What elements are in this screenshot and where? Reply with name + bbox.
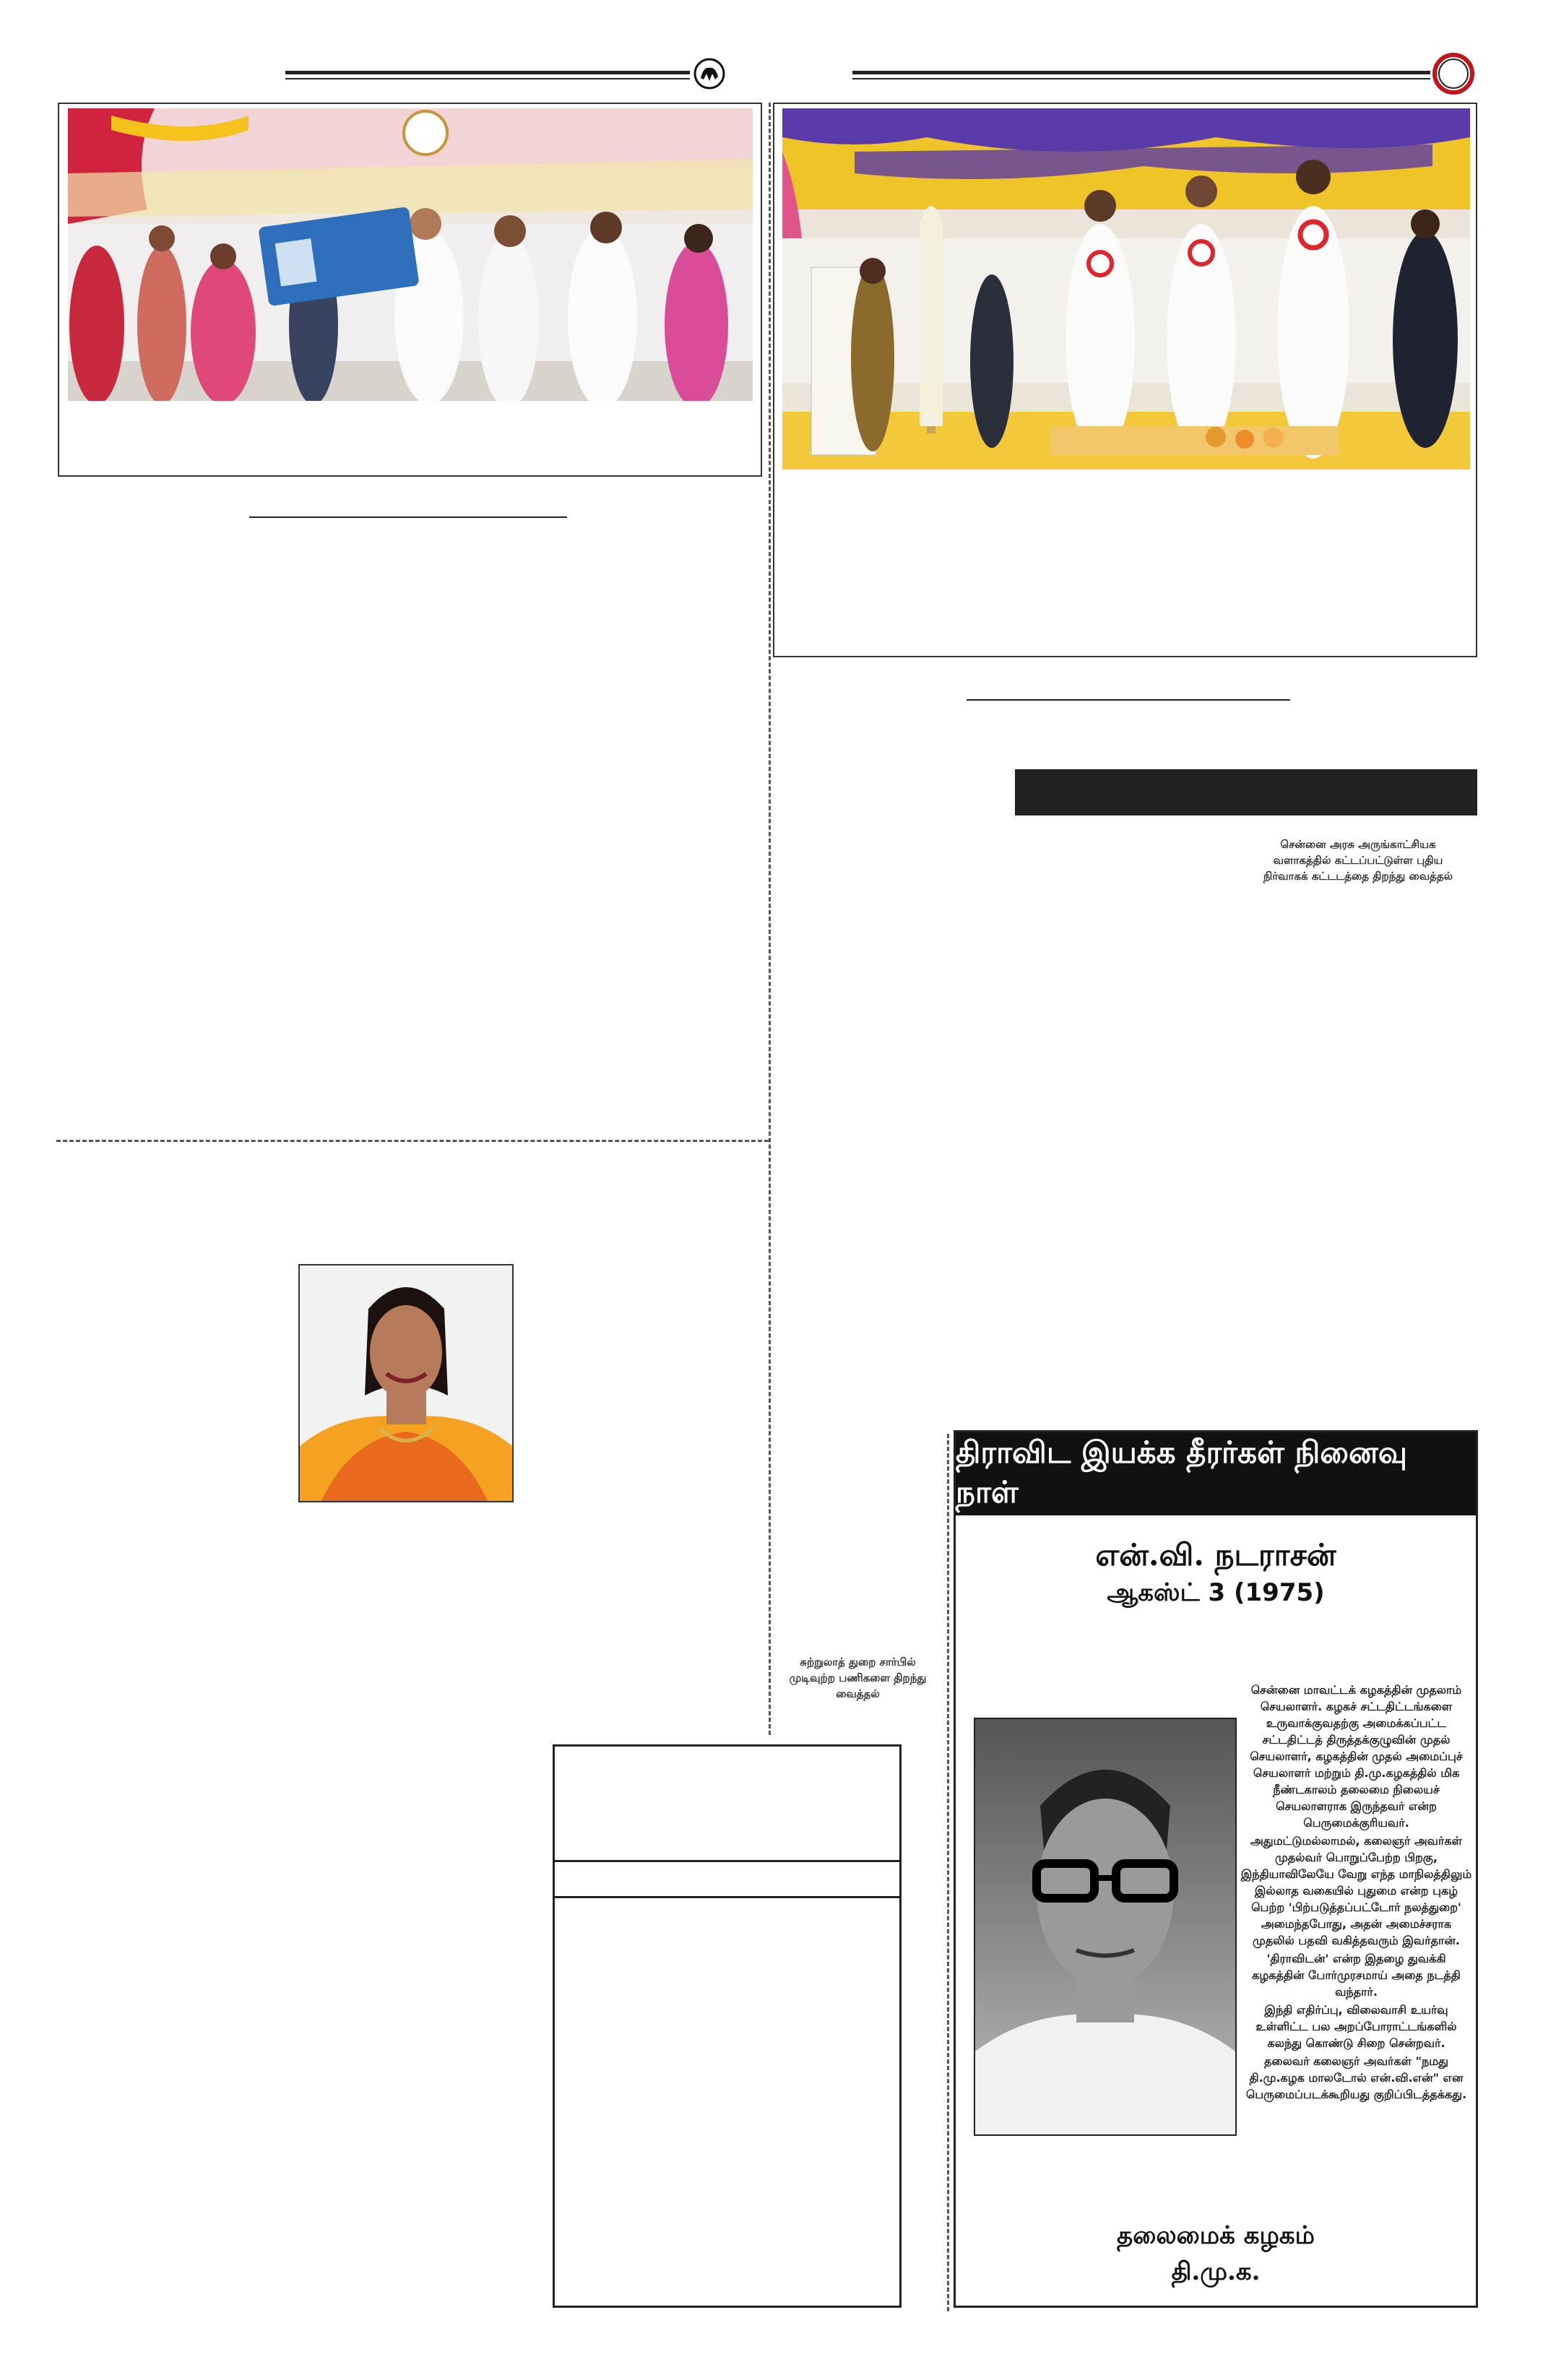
left-story-separator [249, 516, 567, 518]
left-section-divider [56, 1140, 769, 1142]
dmk-sun-logo-icon [693, 58, 725, 90]
tribute-footer-line1: தலைமைக் கழகம் [1117, 2221, 1315, 2250]
center-column-divider [769, 103, 771, 1735]
right-story-separator [967, 699, 1290, 701]
tribute-bio-paragraph: 'திராவிடன்' என்ற இதழை துவக்கி கழகத்தின் போர்முரசமாய் அதை நடத்தி வந்தார். [1252, 1952, 1461, 1999]
tribute-column-divider [947, 1434, 949, 2311]
black-headline-bar [1015, 769, 1477, 815]
natarasan-portrait-photo [974, 1718, 1237, 2136]
tribute-bio-paragraph: அதுமட்டுமல்லாமல், கலைஞர் அவர்கள் முதல்வர் பொறுப்பேற்ற பிறகு, இந்தியாவிலேயே வேறு எந்த மாநிலத்திலும் இல்லாத வகையில் புதுமை என்ற புகழ் பெற்ற 'பிற்படுத்தப்பட்டோர் நலத்துறை' அமைந்தபோது, அதன் அமைச்சராக முதலில் பதவி வகித்தவரும் இவர்தான். [1240, 1834, 1472, 1947]
red-circle-icon [1432, 52, 1475, 95]
ad-box [553, 1744, 902, 2308]
tribute-bio-paragraph: தலைவர் கலைஞர் அவர்கள் "நமது தி.மு.கழக மாலடோல் என்.வி.என்" என பெருமைப்படக்கூறியது குறிப்பிடத்தக்கது. [1245, 2054, 1467, 2101]
tribute-banner [956, 1432, 1476, 1515]
tribute-footer-line2: தி.மு.க. [1171, 2257, 1261, 2286]
tribute-banner-text: திராவிட இயக்க தீரர்கள் நினைவு நாள் [956, 1434, 1407, 1510]
tribute-bio [1239, 1682, 1474, 2103]
tribute-name: என்.வி. நடராசன் [1095, 1537, 1336, 1572]
caption-tourism-works: சுற்றுலாத் துறை சார்பில் முடிவுற்ற பணிகளை திறந்து வைத்தல் [789, 1656, 927, 1700]
header-rule-left-thin [285, 78, 690, 79]
woman-portrait-photo [300, 1265, 512, 1501]
caption-office-opening: சென்னை அரசு அருங்காட்சியக வளாகத்தில் கட்டப்பட்டுள்ள புதிய நிர்வாகக் கட்டடத்தை திறந்து வைத்தல் [1263, 838, 1453, 883]
header-rule-left [285, 71, 690, 74]
header-rule-right [852, 71, 1430, 74]
tribute-bio-paragraph: சென்னை மாவட்டக் கழகத்தின் முதலாம் செயலாளர். கழகச் சட்டதிட்டங்களை உருவாக்குவதற்கு அமைக்கப்பட்ட சட்டதிட்டத் திருத்தக்குழுவின் முதல் செயலாளர், கழகத்தின் முதல் அமைப்புச் செயலாளர் மற்றும் தி.மு.கழகத்தில் மிக நீண்டகாலம் தலைமை நிலையச் செயலாளராக இருந்தவர் என்ற பெருமைக்குரியவர். [1250, 1683, 1463, 1830]
health-card-event-photo [68, 108, 753, 401]
ad-box-line-1 [555, 1860, 899, 1862]
header-rule-right-thin [852, 78, 1430, 79]
lamp-lighting-event-photo [782, 108, 1470, 469]
tribute-bio-paragraph: இந்தி எதிர்ப்பு, விலைவாசி உயர்வு உள்ளிட்ட பல அறப்போராட்டங்களில் கலந்து கொண்டு சிறை சென்றவர். [1255, 2003, 1457, 2050]
ad-box-line-2 [555, 1896, 899, 1898]
tribute-date: ஆகஸ்ட் 3 (1975) [1107, 1578, 1325, 1607]
